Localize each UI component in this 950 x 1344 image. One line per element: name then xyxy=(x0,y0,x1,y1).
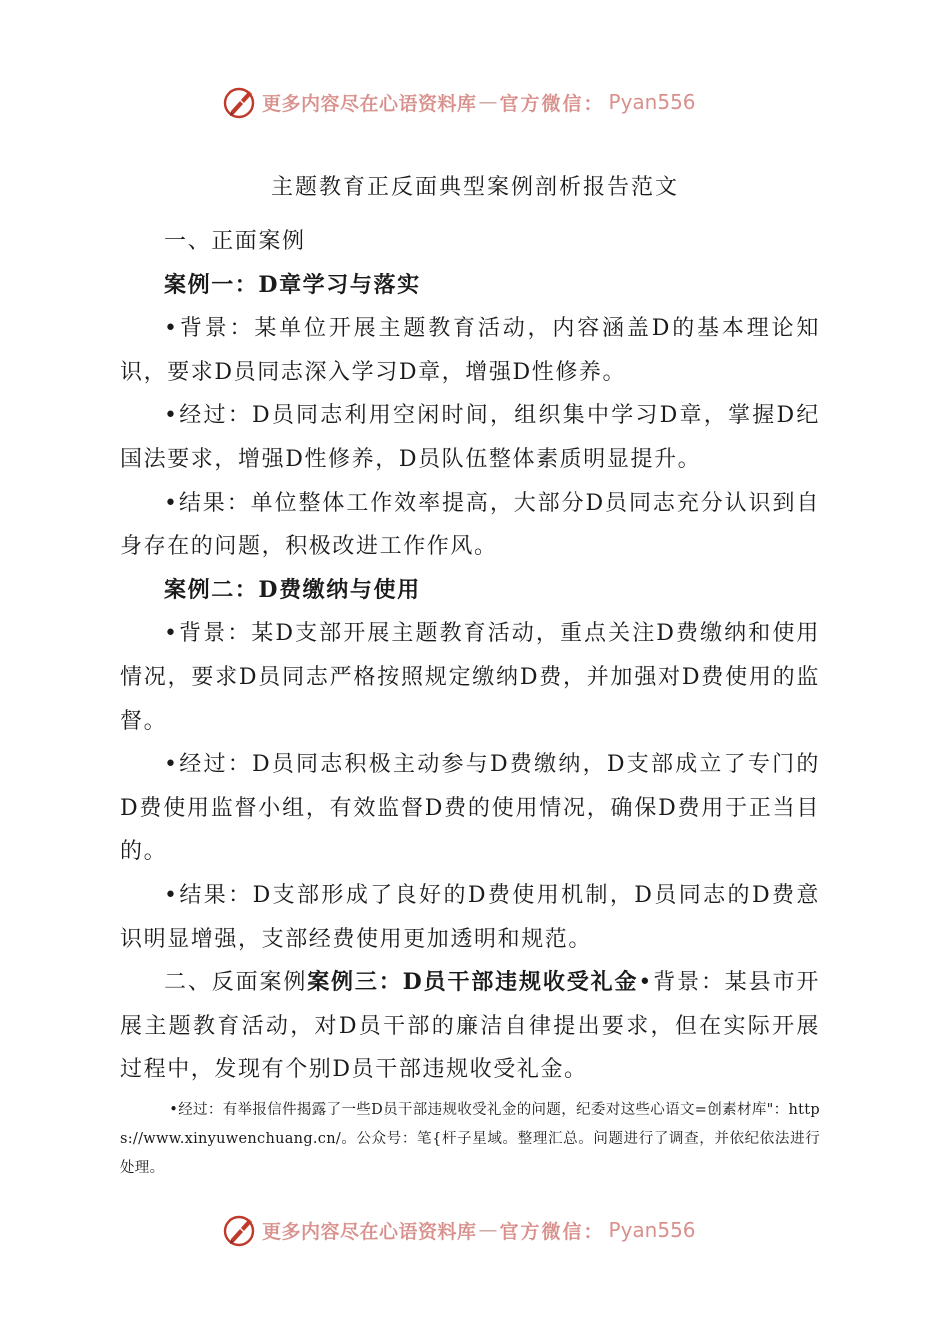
case1-result: •结果：单位整体工作效率提高，大部分D员同志充分认识到自身存在的问题，积极改进工作作风。 xyxy=(120,490,820,560)
banner-text: 更多内容尽在心语资料库 xyxy=(262,1220,477,1243)
document-body xyxy=(120,220,820,1092)
header-banner xyxy=(222,82,696,122)
section-negative-paragraph xyxy=(120,961,820,1092)
banner-wechat-label: 官方微信： xyxy=(499,92,605,115)
banner-dash: — xyxy=(478,1219,498,1241)
document-title: 主题教育正反面典型案例剖析报告范文 xyxy=(270,175,679,200)
case2-background: •背景：某D支部开展主题教育活动，重点关注D费缴纳和使用情况，要求D员同志严格按照规定缴纳D费，并加强对D费使用的监督。 xyxy=(120,621,820,734)
case2-process: •经过：D员同志积极主动参与D费缴纳，D支部成立了专门的D费使用监督小组，有效监督D费的使用情况，确保D费用于正当目的。 xyxy=(120,752,820,865)
case3-heading: 案例三：D员干部违规收受礼金 xyxy=(307,969,639,996)
case3-background: •背景：某县市开展主题教育活动，对D员干部的廉洁自律提出要求，但在实际开展过程中，发现有个别D员干部违规收受礼金。 xyxy=(120,970,820,1083)
section-heading-negative: 二、反面案例 xyxy=(164,970,308,996)
banner-wechat-label: 官方微信： xyxy=(499,1220,605,1243)
case1-heading: 案例一：D章学习与落实 xyxy=(164,271,421,298)
case2-result: •结果：D支部形成了良好的D费使用机制，D员同志的D费意识明显增强，支部经费使用更加透明和规范。 xyxy=(120,882,820,952)
footer-banner xyxy=(222,1210,696,1250)
case2-heading: 案例二：D费缴纳与使用 xyxy=(164,576,421,603)
banner-wechat-id: Pyan556 xyxy=(608,90,696,114)
pen-logo-icon xyxy=(222,84,258,120)
banner-text: 更多内容尽在心语资料库 xyxy=(262,92,477,115)
section-heading-positive: 一、正面案例 xyxy=(164,229,306,254)
banner-dash: — xyxy=(478,91,498,113)
case3-process: •经过：有举报信件揭露了一些D员干部违规收受礼金的问题，纪委对这些心语文=创素材库"：https://www.xinyuwenchuang.cn/。公众号：笔{杆子星域。整理汇总。问题进行了调查，并依纪依法进行处理。 xyxy=(120,1102,820,1176)
case1-process: •经过：D员同志利用空闲时间，组织集中学习D章，掌握D纪国法要求，增强D性修养，D员队伍整体素质明显提升。 xyxy=(120,403,820,472)
case1-background: •背景：某单位开展主题教育活动，内容涵盖D的基本理论知识，要求D员同志深入学习D章，增强D性修养。 xyxy=(120,316,820,385)
banner-wechat-id: Pyan556 xyxy=(608,1218,696,1242)
pen-logo-icon xyxy=(222,1212,258,1248)
